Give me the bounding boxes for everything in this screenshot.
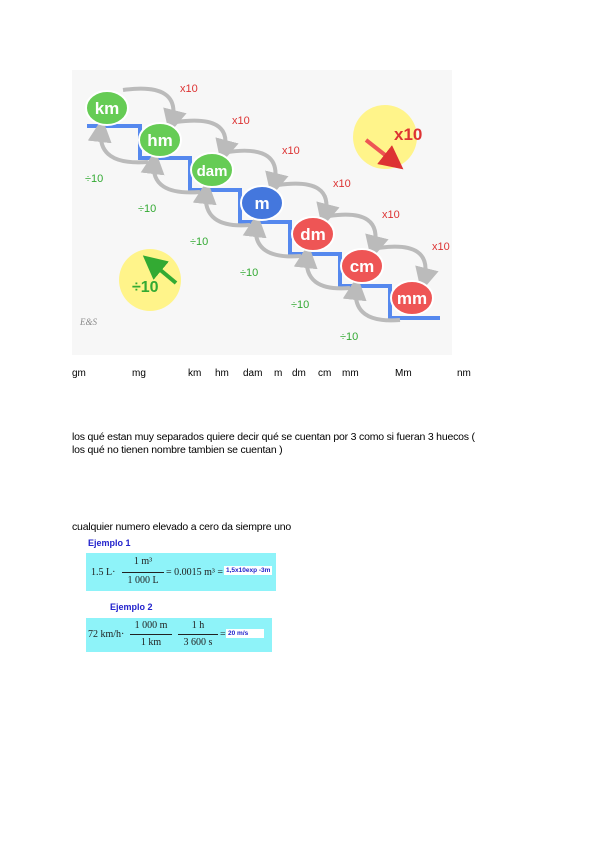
divide-badge [119,249,181,311]
svg-text:x10: x10 [394,125,423,144]
unit-conversion-diagram [72,70,452,355]
example-2-equation [86,618,272,652]
unit-abbrev-nm: nm [457,368,471,379]
example-1-answer: 1,5x10exp -3m [226,567,271,574]
unit-abbrev-m: m [274,368,283,379]
multiply-arrow [278,184,326,216]
unit-abbrev-dam: dam [243,368,263,379]
example-1-denominator: 1 000 L [127,575,159,586]
unit-label: mm [396,289,428,308]
example-1-fraction-bar [122,572,164,573]
example-1-title: Ejemplo 1 [88,538,131,548]
zero-power-paragraph: cualquier numero elevado a cero da siempre uno [72,521,292,533]
unit-label: hm [147,131,173,150]
unit-abbrev-dm: dm [292,368,306,379]
unit-circle-km [86,91,128,125]
multiply-label: x10 [382,209,400,221]
unit-circle-cm [341,249,383,283]
example-2-numerator-1: 1 000 m [134,620,168,631]
multiply-arrow [378,247,426,280]
unit-label: m [254,194,270,213]
unit-circle-m [241,186,283,220]
signature: E&S [80,317,97,327]
divide-label: ÷10 [190,236,209,248]
multiply-arrow [329,215,376,248]
svg-text:÷10: ÷10 [132,279,159,296]
unit-circle-dm [292,217,334,251]
unit-abbrev-mm: mm [342,368,359,379]
unit-circle-hm [139,123,181,157]
explanation-line-1: los qué estan muy separados quiere decir qué se cuentan por 3 como si fueran 3 huecos ( [72,431,475,443]
unit-abbrev-mg: mg [132,368,146,379]
multiply-label: x10 [432,241,450,253]
unit-abbrev-gm: gm [72,368,86,379]
explanation-paragraph [72,431,475,457]
example-2-numerator-2: 1 h [191,620,205,631]
unit-abbrev-Mm: Mm [395,368,412,379]
unit-abbrev-km: km [188,368,202,379]
multiply-label: x10 [333,178,351,190]
example-1-result: = 0.0015 m³ = [166,567,224,578]
example-2-title: Ejemplo 2 [110,602,153,612]
unit-label: km [94,99,120,118]
divide-arrows [85,130,400,343]
divide-label: ÷10 [240,267,259,279]
multiply-badge [353,105,422,169]
multiply-label: x10 [180,83,198,95]
divide-label: ÷10 [340,331,359,343]
unit-label: cm [349,257,375,276]
multiply-arrow [123,89,173,122]
unit-abbrev-cm: cm [318,368,332,379]
divide-label: ÷10 [85,173,104,185]
example-2-equals: = [220,629,226,640]
unit-label: dam [196,163,228,180]
unit-circle-dam [191,153,233,187]
multiply-label: x10 [282,145,300,157]
divide-label: ÷10 [138,203,157,215]
multiply-arrow [228,151,276,185]
multiply-arrow [176,121,225,152]
multiply-label: x10 [232,115,250,127]
divide-label: ÷10 [291,299,310,311]
unit-label: dm [300,225,326,244]
example-2-lhs: 72 km/h· [88,629,125,640]
example-2-denominator-1: 1 km [140,637,162,648]
example-1-equation [86,553,276,591]
example-1-lhs: 1.5 L· [91,567,116,578]
example-2-denominator-2: 3 600 s [183,637,213,648]
example-2-answer: 20 m/s [226,629,264,638]
example-2-fraction-bar-1 [130,634,172,635]
example-1-numerator: 1 m³ [133,556,153,567]
explanation-line-2: los qué no tienen nombre tambien se cuentan ) [72,444,283,456]
unit-circle-mm [391,281,433,315]
example-2-fraction-bar-2 [178,634,218,635]
unit-abbrev-hm: hm [215,368,229,379]
